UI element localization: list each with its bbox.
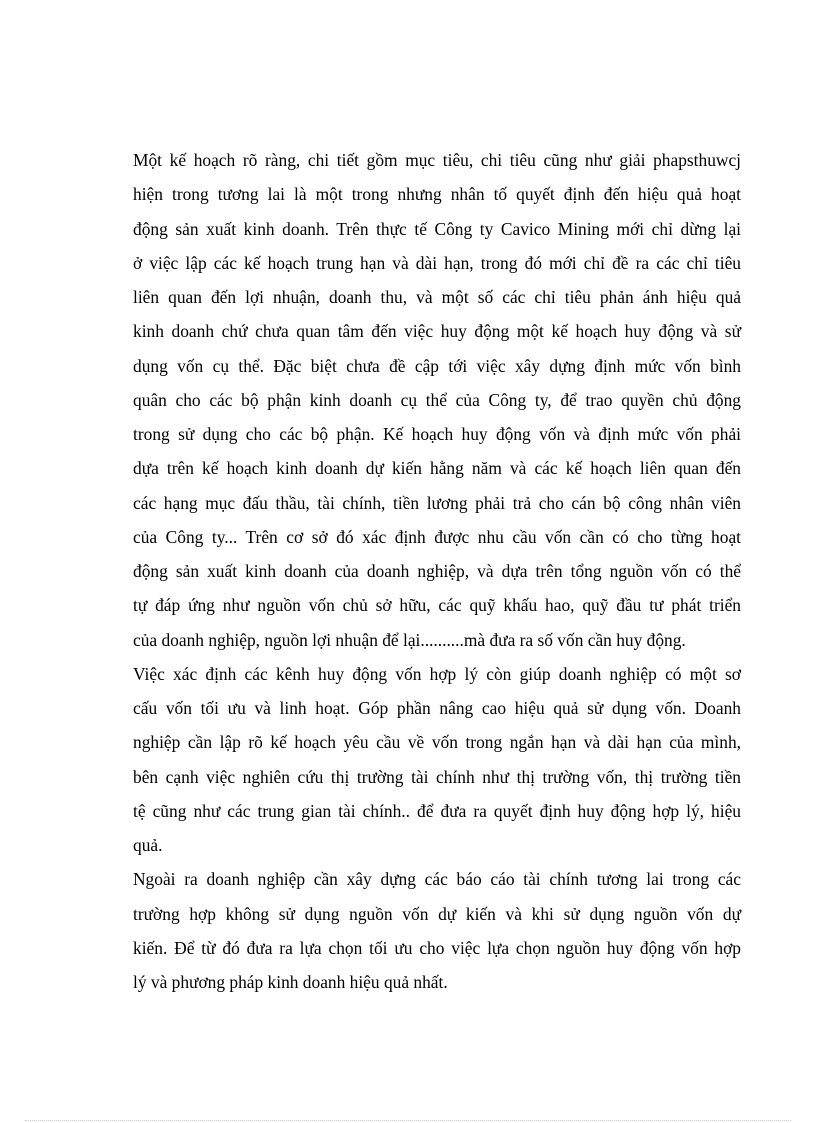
text-line: trường hợp không sử dụng nguồn vốn dự kiến và khi sử dụng nguồn vốn dự — [133, 903, 741, 924]
text-line: động sản xuất kinh doanh. Trên thực tế Công ty Cavico Mining mới chỉ dừng lại — [133, 218, 741, 239]
text-line: nghiệp cần lập rõ kế hoạch yêu cầu về vốn trong ngắn hạn và dài hạn của mình, — [133, 732, 741, 753]
footer-divider — [25, 1120, 791, 1121]
text-line: hiện trong tương lai là một trong nhưng nhân tố quyết định đến hiệu quả hoạt — [133, 184, 741, 205]
text-line: dụng vốn cụ thể. Đặc biệt chưa đề cập tới việc xây dựng định mức vốn bình — [133, 355, 741, 376]
paragraph-2 — [133, 657, 741, 863]
text-line: kinh doanh chứ chưa quan tâm đến việc huy động một kế hoạch huy động và sử — [133, 321, 741, 342]
text-line: Ngoài ra doanh nghiệp cần xây dựng các báo cáo tài chính tương lai trong các — [133, 869, 741, 890]
text-line: cấu vốn tối ưu và linh hoạt. Góp phần nâng cao hiệu quả sử dụng vốn. Doanh — [133, 698, 741, 718]
paragraph-3 — [133, 862, 741, 999]
body-text — [133, 143, 741, 999]
text-line: của Công ty... Trên cơ sở đó xác định được nhu cầu vốn cần có cho từng hoạt — [133, 526, 741, 547]
text-line: quả. — [133, 835, 163, 855]
text-line: ở việc lập các kế hoạch trung hạn và dài hạn, trong đó mới chỉ đề ra các chỉ tiêu — [133, 252, 741, 273]
text-line: Một kế hoạch rõ ràng, chi tiết gồm mục tiêu, chi tiêu cũng như giải phapsthuwcj — [133, 150, 741, 170]
text-line: các hạng mục đấu thầu, tài chính, tiền lương phải trả cho cán bộ công nhân viên — [133, 492, 741, 513]
text-line: dựa trên kế hoạch kinh doanh dự kiến hằng năm và các kế hoạch liên quan đến — [133, 458, 741, 479]
text-line: bên cạnh việc nghiên cứu thị trường tài chính như thị trường vốn, thị trường tiền — [133, 766, 741, 787]
text-line: Việc xác định các kênh huy động vốn hợp lý còn giúp doanh nghiệp có một sơ — [133, 663, 741, 684]
text-line: lý và phương pháp kinh doanh hiệu quả nhất. — [133, 972, 448, 992]
paragraph-1 — [133, 143, 741, 657]
text-line: động sản xuất kinh doanh của doanh nghiệp, và dựa trên tổng nguồn vốn có thể — [133, 561, 741, 581]
text-line: của doanh nghiệp, nguồn lợi nhuận để lại..........mà đưa ra số vốn cần huy động. — [133, 629, 686, 650]
text-line: tệ cũng như các trung gian tài chính.. để đưa ra quyết định huy động hợp lý, hiệu — [133, 800, 741, 821]
text-line: kiến. Để từ đó đưa ra lựa chọn tối ưu cho việc lựa chọn nguồn huy động vốn hợp — [133, 937, 741, 958]
text-line: tự đáp ứng như nguồn vốn chủ sở hữu, các quỹ khấu hao, quỹ đầu tư phát triển — [133, 595, 741, 616]
text-line: trong sử dụng cho các bộ phận. Kế hoạch huy động vốn và định mức vốn phải — [133, 424, 741, 444]
text-line: liên quan đến lợi nhuận, doanh thu, và một số các chỉ tiêu phản ánh hiệu quả — [133, 287, 741, 307]
text-line: quân cho các bộ phận kinh doanh cụ thể của Công ty, để trao quyền chủ động — [133, 389, 741, 410]
